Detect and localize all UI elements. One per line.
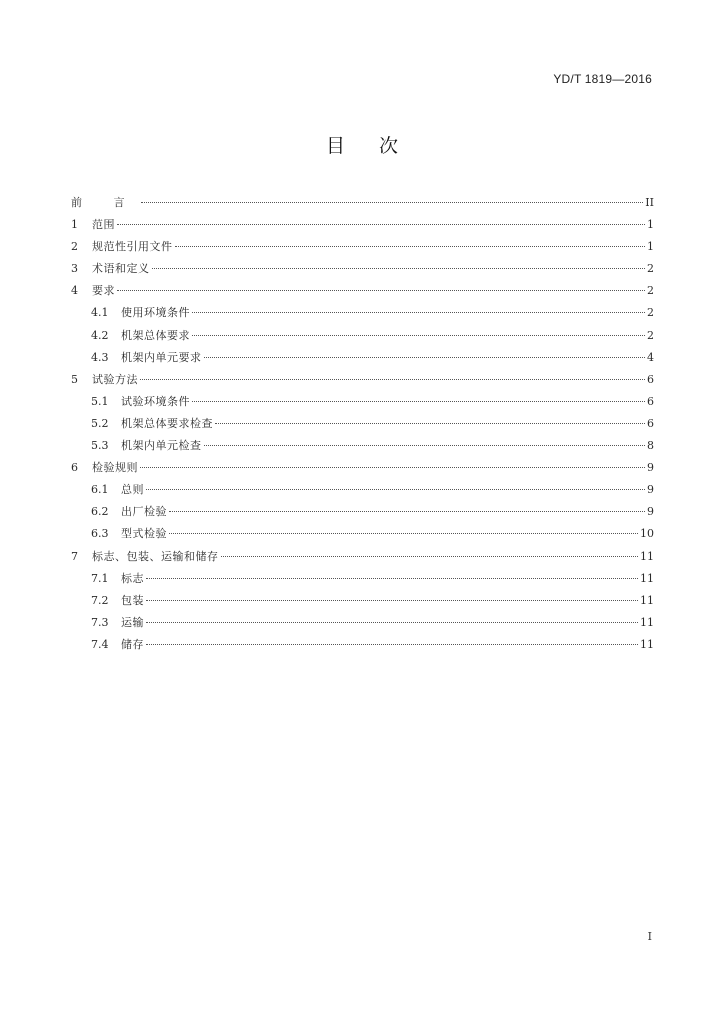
toc-entry-page: 2	[647, 284, 654, 298]
dot-leader	[192, 401, 645, 402]
toc-entry-page: 1	[647, 240, 654, 254]
toc-entry[interactable]	[71, 435, 654, 457]
page-number: I	[647, 930, 652, 943]
dot-leader	[146, 622, 638, 623]
toc-entry-label: 前 言	[71, 196, 139, 209]
toc-entry-label: 规范性引用文件	[92, 240, 173, 254]
toc-entry[interactable]	[71, 612, 654, 634]
dot-leader	[204, 445, 646, 446]
table-of-contents	[71, 192, 654, 656]
toc-entry-label: 机架内单元要求	[121, 350, 202, 364]
dot-leader	[146, 644, 638, 645]
toc-entry[interactable]	[71, 302, 654, 324]
toc-entry[interactable]	[71, 457, 654, 479]
dot-leader	[141, 202, 644, 203]
toc-entry[interactable]	[71, 413, 654, 435]
toc-entry-number: 7.4	[91, 637, 109, 651]
toc-entry[interactable]	[71, 391, 654, 413]
toc-entry[interactable]	[71, 634, 654, 656]
toc-entry-number: 4.2	[91, 328, 109, 342]
dot-leader	[140, 379, 645, 380]
toc-entry[interactable]	[71, 479, 654, 501]
toc-entry-label: 试验方法	[92, 372, 138, 386]
toc-entry-label: 要求	[92, 284, 115, 298]
toc-entry-label: 运输	[121, 615, 144, 629]
toc-entry-label: 标志	[121, 571, 144, 585]
toc-entry-page: 1	[647, 218, 654, 232]
toc-entry[interactable]	[71, 523, 654, 545]
toc-entry-number: 6.1	[91, 483, 109, 497]
dot-leader	[169, 533, 638, 534]
dot-leader	[146, 578, 638, 579]
toc-entry-label: 出厂检验	[121, 505, 167, 519]
toc-entry-number: 5.2	[91, 416, 109, 430]
toc-entry-page: 9	[647, 483, 654, 497]
toc-entry-number: 4.3	[91, 350, 109, 364]
dot-leader	[140, 467, 645, 468]
toc-entry-page: 11	[640, 549, 654, 563]
dot-leader	[221, 556, 639, 557]
toc-entry-label: 机架总体要求	[121, 328, 190, 342]
dot-leader	[169, 511, 645, 512]
toc-entry-label: 包装	[121, 593, 144, 607]
toc-entry[interactable]	[71, 501, 654, 523]
dot-leader	[204, 357, 646, 358]
dot-leader	[152, 268, 646, 269]
toc-entry-page: 9	[647, 461, 654, 475]
toc-entry-number: 5.1	[91, 394, 109, 408]
toc-entry-label: 使用环境条件	[121, 306, 190, 320]
toc-entry[interactable]	[71, 280, 654, 302]
toc-entry-page: 4	[647, 350, 654, 364]
toc-entry-page: 11	[640, 593, 654, 607]
toc-entry-label: 机架总体要求检查	[121, 416, 213, 430]
toc-entry-number: 5.3	[91, 439, 109, 453]
toc-entry-page: 9	[647, 505, 654, 519]
toc-entry[interactable]	[71, 214, 654, 236]
dot-leader	[117, 290, 645, 291]
toc-entry-label: 范围	[92, 218, 115, 232]
toc-entry-number: 1	[71, 218, 78, 232]
toc-entry-label: 型式检验	[121, 527, 167, 541]
toc-entry-label: 术语和定义	[92, 262, 150, 276]
toc-entry[interactable]	[71, 258, 654, 280]
toc-entry-page: 6	[647, 372, 654, 386]
dot-leader	[192, 312, 645, 313]
toc-entry-label: 储存	[121, 637, 144, 651]
toc-entry-page: 2	[647, 306, 654, 320]
toc-entry-number: 6.2	[91, 505, 109, 519]
toc-entry-page: 11	[640, 615, 654, 629]
dot-leader	[215, 423, 645, 424]
toc-title: 目次	[325, 135, 432, 157]
toc-entry[interactable]	[71, 546, 654, 568]
toc-entry-number: 7.3	[91, 615, 109, 629]
dot-leader	[175, 246, 646, 247]
toc-entry[interactable]	[71, 236, 654, 258]
toc-entry-number: 2	[71, 240, 78, 254]
toc-entry[interactable]	[71, 369, 654, 391]
toc-entry-number: 4	[71, 284, 78, 298]
toc-entry-page: 11	[640, 637, 654, 651]
toc-entry[interactable]	[71, 568, 654, 590]
toc-entry-number: 3	[71, 262, 78, 276]
toc-entry-page: II	[645, 196, 654, 209]
toc-entry-page: 2	[647, 262, 654, 276]
dot-leader	[117, 224, 645, 225]
toc-entry-page: 10	[640, 527, 654, 541]
dot-leader	[192, 335, 645, 336]
toc-entry[interactable]	[71, 192, 654, 214]
toc-entry-number: 5	[71, 372, 78, 386]
toc-entry-page: 2	[647, 328, 654, 342]
toc-entry-page: 11	[640, 571, 654, 585]
toc-entry-number: 7.1	[91, 571, 109, 585]
standard-code: YD/T 1819—2016	[553, 72, 652, 86]
toc-entry-label: 试验环境条件	[121, 394, 190, 408]
toc-entry-number: 4.1	[91, 306, 109, 320]
toc-entry[interactable]	[71, 325, 654, 347]
toc-entry-number: 7.2	[91, 593, 109, 607]
toc-entry-label: 检验规则	[92, 461, 138, 475]
toc-entry-number: 7	[71, 549, 78, 563]
toc-entry-number: 6.3	[91, 527, 109, 541]
dot-leader	[146, 600, 638, 601]
toc-entry-label: 机架内单元检查	[121, 439, 202, 453]
toc-entry[interactable]	[71, 347, 654, 369]
toc-entry[interactable]	[71, 590, 654, 612]
toc-entry-page: 8	[647, 439, 654, 453]
toc-entry-label: 总则	[121, 483, 144, 497]
toc-entry-page: 6	[647, 416, 654, 430]
dot-leader	[146, 489, 645, 490]
toc-entry-number: 6	[71, 461, 78, 475]
toc-entry-page: 6	[647, 394, 654, 408]
toc-entry-label: 标志、包装、运输和储存	[92, 549, 219, 563]
